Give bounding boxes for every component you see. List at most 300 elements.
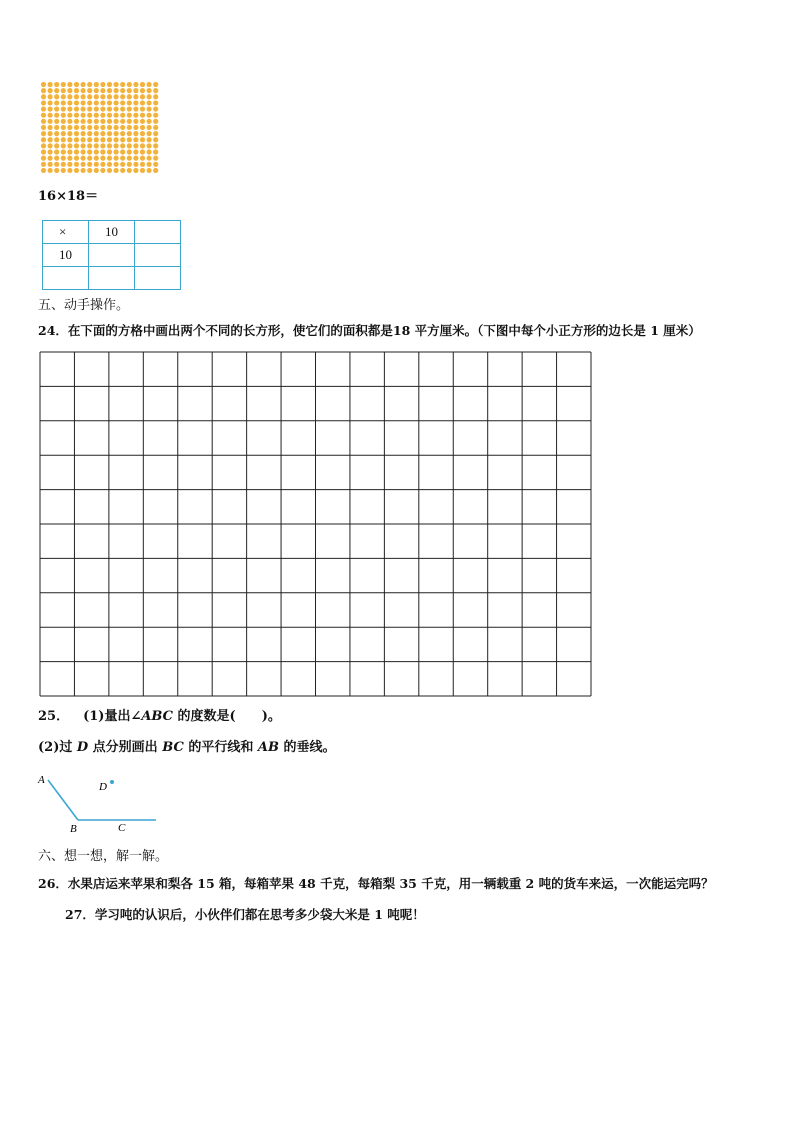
dot [153, 125, 158, 130]
dot [94, 137, 99, 142]
section-six-title: 六、想一想，解一解。 [38, 849, 169, 864]
dot [120, 149, 125, 154]
dot [81, 82, 86, 87]
dot [54, 119, 59, 124]
dot [107, 113, 112, 118]
dot [114, 119, 119, 124]
dot [41, 143, 46, 148]
dot [67, 106, 72, 111]
dot [81, 113, 86, 118]
dot [87, 106, 92, 111]
dot [74, 94, 79, 99]
dot [153, 168, 158, 173]
dot [133, 94, 138, 99]
dot [67, 100, 72, 105]
dot [114, 143, 119, 148]
dot-array [40, 81, 162, 173]
dot [67, 125, 72, 130]
question-25-line2 [38, 740, 335, 756]
section-five-title: 五、动手操作。 [38, 298, 130, 313]
dot [107, 100, 112, 105]
label-d: D [99, 781, 107, 793]
dot [120, 113, 125, 118]
dot [147, 125, 152, 130]
dot [87, 113, 92, 118]
dot [67, 94, 72, 99]
dot [100, 88, 105, 93]
dot [61, 88, 66, 93]
dot [133, 156, 138, 161]
dot [74, 137, 79, 142]
dot [114, 162, 119, 167]
dot [114, 149, 119, 154]
dot [41, 106, 46, 111]
dot [74, 143, 79, 148]
dot [153, 106, 158, 111]
dot [147, 149, 152, 154]
dot [74, 149, 79, 154]
dot [94, 88, 99, 93]
dot [61, 162, 66, 167]
dot [48, 119, 53, 124]
dot [153, 149, 158, 154]
dot [120, 125, 125, 130]
point-d-label-inline: D [76, 740, 89, 755]
dot [87, 100, 92, 105]
dot [147, 82, 152, 87]
dot [81, 100, 86, 105]
dot [114, 168, 119, 173]
dot [54, 106, 59, 111]
dot [41, 113, 46, 118]
dot [140, 106, 145, 111]
dot [107, 94, 112, 99]
dot [127, 131, 132, 136]
dot [114, 82, 119, 87]
dot [81, 137, 86, 142]
dot [107, 125, 112, 130]
dot [74, 131, 79, 136]
dot [41, 131, 46, 136]
dot [133, 113, 138, 118]
dot [100, 156, 105, 161]
dot [48, 88, 53, 93]
dot [127, 88, 132, 93]
dot [61, 94, 66, 99]
dot [81, 94, 86, 99]
multiplication-table [42, 220, 181, 290]
dot [67, 131, 72, 136]
dot [147, 94, 152, 99]
question-25-part2-text: 的平行线和 [183, 740, 258, 755]
dot [87, 143, 92, 148]
dot [94, 82, 99, 87]
dot [61, 131, 66, 136]
dot [67, 149, 72, 154]
dot [67, 113, 72, 118]
dot [41, 94, 46, 99]
dot [94, 119, 99, 124]
dot [114, 156, 119, 161]
dot [94, 100, 99, 105]
dot [153, 94, 158, 99]
dot [87, 125, 92, 130]
dot [140, 82, 145, 87]
dot [153, 156, 158, 161]
dot [100, 100, 105, 105]
dot [120, 162, 125, 167]
dot [61, 137, 66, 142]
dot [147, 156, 152, 161]
dot [153, 100, 158, 105]
dot [100, 149, 105, 154]
dot [48, 94, 53, 99]
label-b: B [70, 823, 77, 835]
dot [140, 149, 145, 154]
dot [127, 162, 132, 167]
dot [133, 131, 138, 136]
dot [140, 113, 145, 118]
point-d [110, 780, 114, 784]
dot [81, 156, 86, 161]
dot [48, 168, 53, 173]
dot [133, 162, 138, 167]
dot [127, 94, 132, 99]
dot [133, 88, 138, 93]
dot [54, 113, 59, 118]
dot [94, 113, 99, 118]
dot [120, 94, 125, 99]
dot [48, 82, 53, 87]
dot [67, 143, 72, 148]
dot [94, 162, 99, 167]
dot [133, 119, 138, 124]
dot [133, 143, 138, 148]
dot [127, 156, 132, 161]
dot [114, 137, 119, 142]
dot [67, 137, 72, 142]
dot [133, 149, 138, 154]
dot [54, 149, 59, 154]
dot [48, 113, 53, 118]
dot [41, 88, 46, 93]
dot [140, 100, 145, 105]
dot [81, 88, 86, 93]
table-cell[interactable]: × [43, 221, 89, 244]
table-cell[interactable] [135, 244, 181, 267]
dot [61, 119, 66, 124]
dot [100, 137, 105, 142]
dot [120, 100, 125, 105]
dot [140, 88, 145, 93]
dot [127, 137, 132, 142]
angle-abc-label: ∠ABC [130, 709, 174, 724]
dot [114, 100, 119, 105]
dot [81, 143, 86, 148]
dot [107, 119, 112, 124]
dot [107, 82, 112, 87]
dot [74, 156, 79, 161]
dot [147, 100, 152, 105]
dot [87, 131, 92, 136]
question-25-part1-suffix: 的度数是( )。 [173, 709, 281, 724]
dot [54, 162, 59, 167]
table-cell[interactable] [89, 244, 135, 267]
dot [81, 149, 86, 154]
dot [153, 88, 158, 93]
label-a: A [38, 774, 45, 786]
dot [100, 94, 105, 99]
dot [133, 137, 138, 142]
dot [61, 113, 66, 118]
dot [133, 100, 138, 105]
dot [41, 119, 46, 124]
dot [140, 156, 145, 161]
dot [41, 156, 46, 161]
dot [67, 119, 72, 124]
drawing-grid[interactable] [39, 351, 592, 697]
dot [67, 88, 72, 93]
dot [133, 168, 138, 173]
dot [94, 106, 99, 111]
dot [127, 100, 132, 105]
multiplication-equation: 16×18＝ [38, 189, 99, 204]
dot [87, 119, 92, 124]
dot [107, 149, 112, 154]
dot [140, 143, 145, 148]
dot [41, 125, 46, 130]
dot [120, 168, 125, 173]
dot [48, 143, 53, 148]
dot [81, 119, 86, 124]
dot [94, 94, 99, 99]
dot [107, 137, 112, 142]
dot [94, 125, 99, 130]
dot [127, 106, 132, 111]
dot [67, 82, 72, 87]
dot [120, 106, 125, 111]
dot [87, 149, 92, 154]
table-cell[interactable]: 10 [43, 244, 89, 267]
dot [100, 106, 105, 111]
dot [87, 168, 92, 173]
dot [87, 94, 92, 99]
dot [87, 162, 92, 167]
dot [61, 125, 66, 130]
dot [120, 82, 125, 87]
dot [48, 149, 53, 154]
dot [41, 82, 46, 87]
dot [114, 88, 119, 93]
dot [61, 149, 66, 154]
dot [127, 119, 132, 124]
dot [81, 131, 86, 136]
dot [48, 131, 53, 136]
dot [41, 149, 46, 154]
dot [74, 162, 79, 167]
dot [127, 113, 132, 118]
dot [147, 137, 152, 142]
question-24-text: 24．在下面的方格中画出两个不同的长方形，使它们的面积都是18 平方厘米。（下图中每个小正方形的边长是 1 厘米） [38, 323, 701, 338]
question-25-number: 25． [38, 709, 70, 724]
angle-figure [30, 770, 170, 840]
dot [140, 162, 145, 167]
dot [81, 106, 86, 111]
dot [100, 131, 105, 136]
dot [100, 168, 105, 173]
dot [147, 143, 152, 148]
question-25-line1 [38, 709, 281, 725]
dot [81, 162, 86, 167]
dot [114, 113, 119, 118]
dot [120, 137, 125, 142]
dot [41, 168, 46, 173]
dot [140, 131, 145, 136]
dot [114, 131, 119, 136]
dot [153, 82, 158, 87]
dot [120, 156, 125, 161]
question-25-part1-prefix: (1)量出 [83, 709, 131, 724]
dot [54, 82, 59, 87]
dot [61, 106, 66, 111]
dot [120, 143, 125, 148]
dot [61, 156, 66, 161]
dot [107, 131, 112, 136]
dot [107, 106, 112, 111]
dot [140, 125, 145, 130]
table-cell[interactable] [135, 221, 181, 244]
dot [140, 137, 145, 142]
dot [74, 113, 79, 118]
dot [94, 156, 99, 161]
dot [74, 106, 79, 111]
dot [107, 143, 112, 148]
dot [94, 149, 99, 154]
dot [54, 88, 59, 93]
dot [81, 125, 86, 130]
dot [54, 100, 59, 105]
question-25-part2-text: 的垂线。 [278, 740, 336, 755]
dot [54, 94, 59, 99]
dot [147, 168, 152, 173]
dot [114, 106, 119, 111]
dot [140, 119, 145, 124]
dot [127, 125, 132, 130]
dot [107, 88, 112, 93]
dot [153, 162, 158, 167]
table-cell[interactable] [135, 267, 181, 290]
dot [127, 168, 132, 173]
dot [100, 162, 105, 167]
dot [67, 156, 72, 161]
dot [107, 168, 112, 173]
dot [94, 131, 99, 136]
dot [54, 156, 59, 161]
label-c: C [118, 822, 126, 834]
dot [87, 137, 92, 142]
dot [107, 162, 112, 167]
dot [100, 125, 105, 130]
dot [61, 82, 66, 87]
table-cell[interactable] [43, 267, 89, 290]
dot [48, 125, 53, 130]
dot [48, 100, 53, 105]
dot [153, 137, 158, 142]
dot [133, 106, 138, 111]
dot [153, 143, 158, 148]
dot [120, 88, 125, 93]
dot [120, 119, 125, 124]
dot [153, 119, 158, 124]
dot [54, 137, 59, 142]
question-25-part2-text: 点分别画出 [88, 740, 163, 755]
dot [127, 143, 132, 148]
table-cell[interactable] [89, 267, 135, 290]
dot [100, 82, 105, 87]
dot [74, 119, 79, 124]
dot [100, 113, 105, 118]
dot [61, 100, 66, 105]
dot [147, 88, 152, 93]
dot [100, 143, 105, 148]
dot [120, 131, 125, 136]
dot [54, 143, 59, 148]
dot [100, 119, 105, 124]
dot [54, 131, 59, 136]
dot [153, 113, 158, 118]
dot [54, 168, 59, 173]
dot [74, 125, 79, 130]
dot [94, 168, 99, 173]
dot [140, 168, 145, 173]
dot [153, 131, 158, 136]
dot [87, 156, 92, 161]
table-cell[interactable]: 10 [89, 221, 135, 244]
dot [127, 82, 132, 87]
dot [114, 94, 119, 99]
dot [133, 125, 138, 130]
dot [114, 125, 119, 130]
dot [147, 113, 152, 118]
dot [61, 143, 66, 148]
dot [147, 106, 152, 111]
dot [41, 162, 46, 167]
dot [140, 94, 145, 99]
dot [48, 156, 53, 161]
dot [147, 131, 152, 136]
question-26-text: 26．水果店运来苹果和梨各 15 箱，每箱苹果 48 千克，每箱梨 35 千克，用一辆载重 2 吨的货车来运，一次能运完吗？ [38, 876, 714, 891]
segment-bc-label-inline: BC [162, 740, 184, 755]
dot [74, 168, 79, 173]
dot [67, 168, 72, 173]
dot [41, 137, 46, 142]
dot [74, 100, 79, 105]
dot [127, 149, 132, 154]
question-25-part2-text: (2)过 [38, 740, 77, 755]
dot [48, 137, 53, 142]
question-27-text: 27．学习吨的认识后，小伙伴们都在思考多少袋大米是 1 吨呢！ [65, 907, 425, 922]
dot [74, 82, 79, 87]
dot [48, 162, 53, 167]
dot [48, 106, 53, 111]
dot [147, 162, 152, 167]
dot [147, 119, 152, 124]
dot [61, 168, 66, 173]
dot [87, 88, 92, 93]
dot [74, 88, 79, 93]
dot [67, 162, 72, 167]
dot [107, 156, 112, 161]
